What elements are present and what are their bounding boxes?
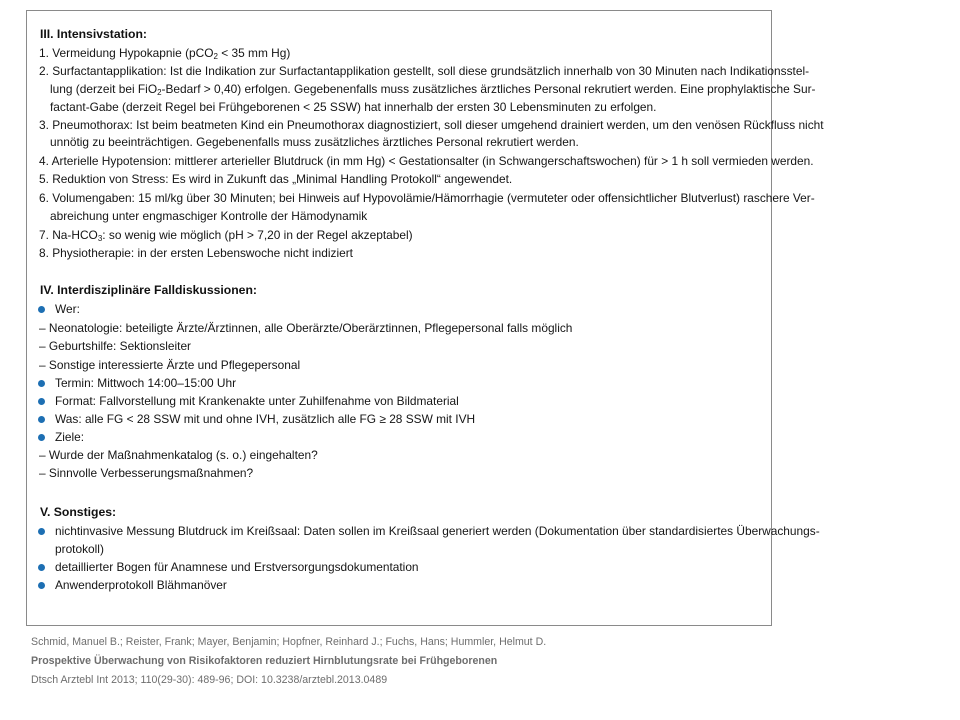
section-3-item-3: 3. Pneumothorax: Ist beim beatmeten Kind ein Pneumothorax diagnostiziert, soll dieser umgehend drainiert werden, um den venösen Rückfluss nicht	[39, 118, 824, 132]
document-panel	[26, 10, 824, 626]
section-3-item-3-cont: unnötig zu beeinträchtigen. Gegebenenfalls muss zusätzliches ärztliches Personal rekrutiert werden.	[50, 135, 579, 149]
section-4-item-goals: Ziele:	[55, 430, 85, 444]
section-4-item-date: Termin: Mittwoch 14:00–15:00 Uhr	[55, 376, 237, 390]
section-4-title: IV. Interdisziplinäre Falldiskussionen:	[40, 283, 257, 297]
section-4-subitem: – Geburtshilfe: Sektionsleiter	[39, 339, 192, 353]
caption-citation: Dtsch Arztebl Int 2013; 110(29-30): 489-96; DOI: 10.3238/arztebl.2013.0489	[31, 674, 388, 686]
section-5-item-3: Anwenderprotokoll Blähmanöver	[55, 578, 227, 592]
section-3-item-8: 8. Physiotherapie: in der ersten Lebenswoche nicht indiziert	[39, 246, 353, 260]
bullet-icon	[38, 564, 45, 571]
section-3-item-7: 7. $Na-HCO_3$: so wenig wie möglich (pH > 7,20 in der Regel akzeptabel)	[39, 228, 413, 243]
section-4-item-who: Wer:	[55, 302, 80, 316]
section-5-item-1-cont: protokoll)	[55, 542, 104, 556]
section-3-item-6: 6. Volumengaben: 15 ml/kg über 30 Minuten; bei Hinweis auf Hypovolämie/Hämorrhagie (vermuteter oder offensichtlicher Blutverlust) raschere Ver-	[39, 191, 815, 205]
section-5-item-1: nichtinvasive Messung Blutdruck im Kreißsaal: Daten sollen im Kreißsaal generiert werden (Dokumentation über standardisiertes Überwachungs-	[55, 524, 820, 538]
section-4-subitem: – Sonstige interessierte Ärzte und Pflegepersonal	[39, 358, 301, 372]
section-4-subitem: – Neonatologie: beteiligte Ärzte/Ärztinnen, alle Oberärzte/Oberärztinnen, Pflegepersonal falls möglich	[39, 321, 573, 335]
bullet-icon	[38, 416, 45, 423]
bullet-icon	[38, 528, 45, 535]
bullet-icon	[38, 398, 45, 405]
section-4-subitem: – Wurde der Maßnahmenkatalog (s. o.) eingehalten?	[39, 448, 318, 462]
bullet-icon	[38, 434, 45, 441]
section-3-item-4: 4. Arterielle Hypotension: mittlerer arterieller Blutdruck (in mm Hg) < Gestationsalter (in Schwangerschaftswochen) für > 1 h soll vermieden werden.	[39, 154, 814, 168]
section-4-item-what: Was: alle FG < 28 SSW mit und ohne IVH, zusätzlich alle FG ≥ 28 SSW mit IVH	[55, 412, 476, 426]
section-3-item-1: 1. Vermeidung Hypokapnie (pCO$_2$ < 35 mm Hg)	[39, 46, 291, 61]
section-3-item-5: 5. Reduktion von Stress: Es wird in Zukunft das „Minimal Handling Protokoll“ angewendet.	[39, 172, 513, 186]
section-5-title: V. Sonstiges:	[40, 505, 117, 519]
section-3-item-2: 2. Surfactantapplikation: Ist die Indikation zur Surfactantapplikation gestellt, soll diese grundsätzlich innerhalb von 30 Minuten nach Indikationsstel-	[39, 64, 810, 78]
section-3-title: III. Intensivstation:	[40, 27, 147, 41]
section-3-item-2-cont: lung (derzeit bei FiO$_2$-Bedarf > 0,40) erfolgen. Gegebenenfalls muss zusätzliches ärztliches Personal rekrutiert werden. Eine prophylaktische Sur-	[50, 82, 816, 97]
bullet-icon	[38, 306, 45, 313]
source-caption	[31, 633, 546, 690]
section-4-item-format: Format: Fallvorstellung mit Krankenakte unter Zuhilfenahme von Bildmaterial	[55, 394, 459, 408]
caption-title: Prospektive Überwachung von Risikofaktoren reduziert Hirnblutungsrate bei Frühgeborenen	[31, 655, 498, 667]
caption-authors: Schmid, Manuel B.; Reister, Frank; Mayer, Benjamin; Hopfner, Reinhard J.; Fuchs, Hans; Hummler, Helmut D.	[31, 636, 547, 648]
section-5-item-2: detaillierter Bogen für Anamnese und Erstversorgungsdokumentation	[55, 560, 419, 574]
section-3-item-2-cont2: factant-Gabe (derzeit Regel bei Frühgeborenen < 25 SSW) hat innerhalb der ersten 30 Lebensminuten zu erfolgen.	[50, 100, 657, 114]
section-3-item-6-cont: abreichung unter engmaschiger Kontrolle der Hämodynamik	[50, 209, 368, 223]
bullet-icon	[38, 582, 45, 589]
bullet-icon	[38, 380, 45, 387]
section-4-subitem: – Sinnvolle Verbesserungsmaßnahmen?	[39, 466, 254, 480]
